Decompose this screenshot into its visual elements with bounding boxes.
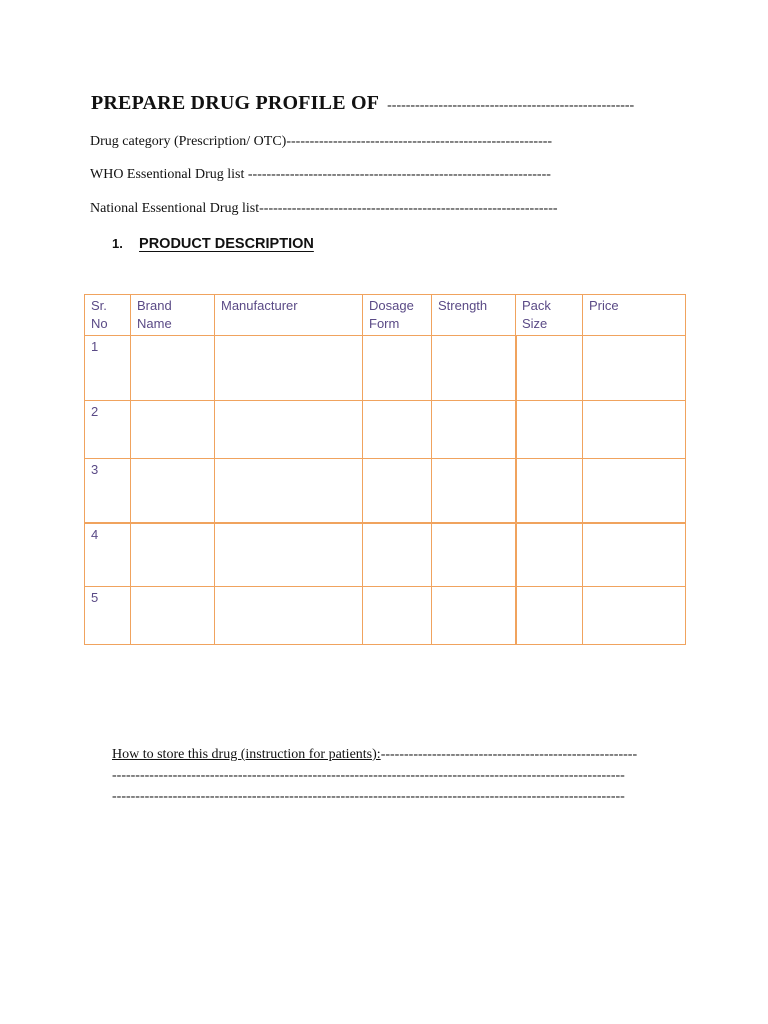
manufacturer-cell[interactable] — [215, 587, 363, 645]
column-header-dosage-form: Dosage Form — [363, 295, 432, 336]
table-row — [85, 523, 686, 587]
product-description-table — [84, 294, 686, 645]
storage-label-blank: ------------------------------------------------------- — [380, 747, 638, 762]
column-header-price: Price — [583, 295, 686, 336]
dosage-form-cell[interactable] — [363, 459, 432, 523]
manufacturer-cell[interactable] — [215, 336, 363, 401]
row-number: 2 — [85, 401, 131, 459]
strength-cell[interactable] — [432, 523, 516, 587]
strength-cell[interactable] — [432, 336, 516, 401]
storage-blank-line-2: -------------------------------------------------------------------------------------------------------------- — [112, 789, 625, 804]
table-row — [85, 336, 686, 401]
national-essential-list-line: National Essentional Drug list---------------------------------------------------------------- — [90, 201, 558, 216]
manufacturer-cell[interactable] — [215, 401, 363, 459]
dosage-form-cell[interactable] — [363, 587, 432, 645]
pack-size-cell[interactable] — [516, 587, 583, 645]
strength-cell[interactable] — [432, 587, 516, 645]
document-title-text: PREPARE DRUG PROFILE OF — [91, 92, 380, 114]
storage-first-line — [112, 744, 676, 765]
manufacturer-cell[interactable] — [215, 459, 363, 523]
brand-name-cell[interactable] — [131, 459, 215, 523]
price-cell[interactable] — [583, 459, 686, 523]
table-row — [85, 459, 686, 523]
table-row — [85, 587, 686, 645]
storage-instructions — [112, 744, 676, 807]
strength-cell[interactable] — [432, 459, 516, 523]
document-title — [91, 92, 634, 115]
dosage-form-cell[interactable] — [363, 401, 432, 459]
row-number: 5 — [85, 587, 131, 645]
brand-name-cell[interactable] — [131, 336, 215, 401]
who-essential-list-line: WHO Essentional Drug list ----------------------------------------------------------------- — [90, 167, 551, 182]
column-header-strength: Strength — [432, 295, 516, 336]
table-header-row — [85, 295, 686, 336]
drug-category-line: Drug category (Prescription/ OTC)--------------------------------------------------------- — [90, 134, 553, 149]
price-cell[interactable] — [583, 401, 686, 459]
column-header-sr-no: Sr. No — [85, 295, 131, 336]
dosage-form-cell[interactable] — [363, 523, 432, 587]
strength-cell[interactable] — [432, 401, 516, 459]
pack-size-cell[interactable] — [516, 336, 583, 401]
section-title: PRODUCT DESCRIPTION — [139, 236, 314, 252]
document-title-blank: ----------------------------------------------------- — [387, 98, 635, 113]
table-row — [85, 401, 686, 459]
row-number: 1 — [85, 336, 131, 401]
price-cell[interactable] — [583, 523, 686, 587]
column-header-brand-name: Brand Name — [131, 295, 215, 336]
storage-label: How to store this drug (instruction for patients): — [112, 747, 381, 762]
pack-size-cell[interactable] — [516, 459, 583, 523]
row-number: 4 — [85, 523, 131, 587]
brand-name-cell[interactable] — [131, 523, 215, 587]
dosage-form-cell[interactable] — [363, 336, 432, 401]
brand-name-cell[interactable] — [131, 401, 215, 459]
section-number: 1. — [112, 236, 123, 251]
pack-size-cell[interactable] — [516, 523, 583, 587]
manufacturer-cell[interactable] — [215, 523, 363, 587]
column-header-pack-size: Pack Size — [516, 295, 583, 336]
price-cell[interactable] — [583, 587, 686, 645]
price-cell[interactable] — [583, 336, 686, 401]
pack-size-cell[interactable] — [516, 401, 583, 459]
storage-blank-line-1: -------------------------------------------------------------------------------------------------------------- — [112, 768, 625, 783]
brand-name-cell[interactable] — [131, 587, 215, 645]
column-header-manufacturer: Manufacturer — [215, 295, 363, 336]
section-heading — [112, 236, 314, 252]
row-number: 3 — [85, 459, 131, 523]
